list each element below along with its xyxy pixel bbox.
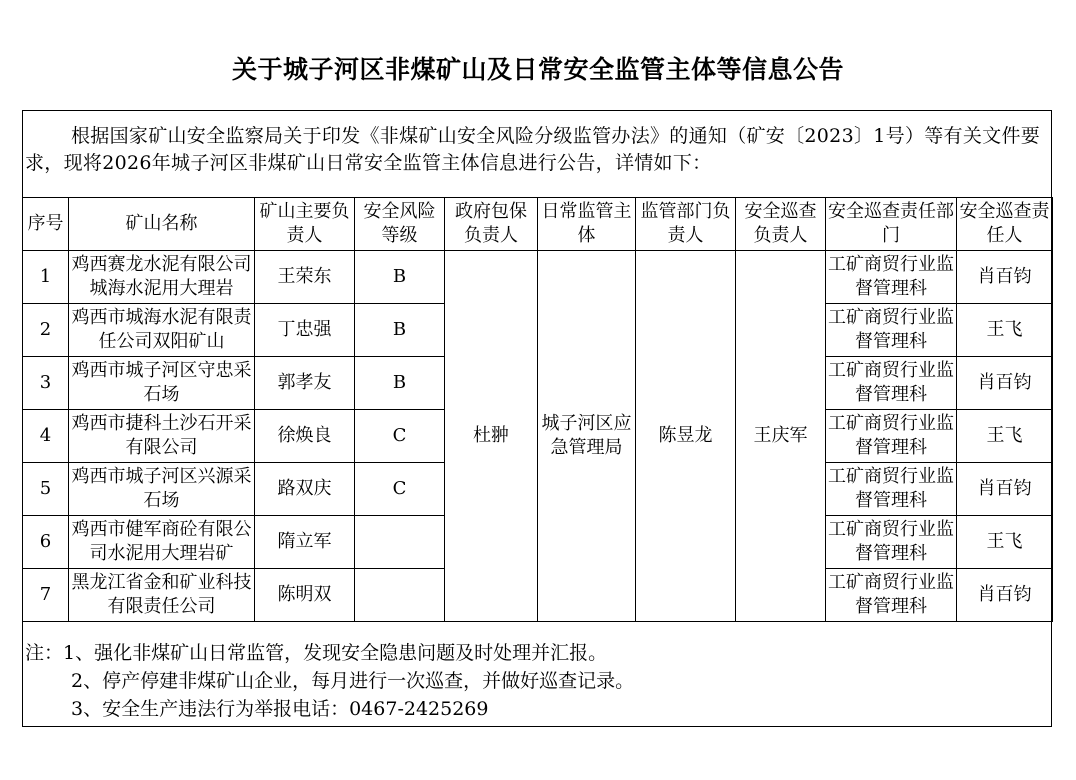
mine-name: 鸡西市城海水泥有限责任公司双阳矿山 bbox=[69, 304, 255, 357]
patrol-dept: 工矿商贸行业监督管理科 bbox=[826, 463, 957, 516]
risk-level: C bbox=[355, 410, 445, 463]
mine-name: 鸡西市捷科土沙石开采有限公司 bbox=[69, 410, 255, 463]
note-line: 3、安全生产违法行为举报电话：0467-2425269 bbox=[71, 698, 489, 720]
notice-sheet bbox=[22, 110, 1052, 727]
row-number: 3 bbox=[23, 357, 69, 410]
patrol-person: 王飞 bbox=[957, 410, 1053, 463]
header-cell: 矿山主要负责人 bbox=[255, 198, 355, 251]
risk-level: B bbox=[355, 251, 445, 304]
header-cell: 矿山名称 bbox=[69, 198, 255, 251]
header-cell: 序号 bbox=[23, 198, 69, 251]
header-cell: 安全巡查责任人 bbox=[957, 198, 1053, 251]
patrol-person: 王飞 bbox=[957, 516, 1053, 569]
mine-name: 鸡西市城子河区守忠采石场 bbox=[69, 357, 255, 410]
header-cell: 政府包保负责人 bbox=[445, 198, 538, 251]
mine-leader: 丁忠强 bbox=[255, 304, 355, 357]
mine-leader: 王荣东 bbox=[255, 251, 355, 304]
header-cell: 安全风险等级 bbox=[355, 198, 445, 251]
row-number: 7 bbox=[23, 569, 69, 622]
notes-section bbox=[23, 629, 1051, 723]
gov-guarantor: 杜翀 bbox=[445, 251, 538, 622]
patrol-head: 王庆军 bbox=[736, 251, 826, 622]
header-cell: 日常监管主体 bbox=[538, 198, 636, 251]
patrol-person: 肖百钧 bbox=[957, 357, 1053, 410]
patrol-dept: 工矿商贸行业监督管理科 bbox=[826, 251, 957, 304]
patrol-dept: 工矿商贸行业监督管理科 bbox=[826, 516, 957, 569]
mine-name: 鸡西赛龙水泥有限公司城海水泥用大理岩 bbox=[69, 251, 255, 304]
mine-name: 黑龙江省金和矿业科技有限责任公司 bbox=[69, 569, 255, 622]
patrol-person: 肖百钧 bbox=[957, 463, 1053, 516]
header-cell: 安全巡查负责人 bbox=[736, 198, 826, 251]
risk-level bbox=[355, 569, 445, 622]
mine-leader: 隋立军 bbox=[255, 516, 355, 569]
mine-leader: 郭孝友 bbox=[255, 357, 355, 410]
daily-supervisor: 城子河区应急管理局 bbox=[538, 251, 636, 622]
mine-name: 鸡西市健军商砼有限公司水泥用大理岩矿 bbox=[69, 516, 255, 569]
risk-level: B bbox=[355, 357, 445, 410]
row-number: 1 bbox=[23, 251, 69, 304]
supervision-table bbox=[22, 197, 1053, 622]
mine-leader: 陈明双 bbox=[255, 569, 355, 622]
row-number: 2 bbox=[23, 304, 69, 357]
note-line: 注：1、强化非煤矿山日常监管，发现安全隐患问题及时处理并汇报。 bbox=[25, 642, 608, 664]
row-number: 4 bbox=[23, 410, 69, 463]
patrol-dept: 工矿商贸行业监督管理科 bbox=[826, 569, 957, 622]
risk-level: C bbox=[355, 463, 445, 516]
patrol-person: 王飞 bbox=[957, 304, 1053, 357]
mine-leader: 路双庆 bbox=[255, 463, 355, 516]
risk-level bbox=[355, 516, 445, 569]
header-cell: 安全巡查责任部门 bbox=[826, 198, 957, 251]
mine-name: 鸡西市城子河区兴源采石场 bbox=[69, 463, 255, 516]
note-line: 2、停产停建非煤矿山企业，每月进行一次巡查，并做好巡查记录。 bbox=[71, 670, 635, 692]
table-header-row bbox=[23, 198, 1053, 251]
dept-head: 陈昱龙 bbox=[636, 251, 736, 622]
patrol-person: 肖百钧 bbox=[957, 251, 1053, 304]
intro-paragraph: 根据国家矿山安全监察局关于印发《非煤矿山安全风险分级监管办法》的通知（矿安〔2023〕1号）等有关文件要求，现将2026年城子河区非煤矿山日常安全监管主体信息进行公告，详情如下： bbox=[25, 125, 1041, 174]
risk-level: B bbox=[355, 304, 445, 357]
patrol-person: 肖百钧 bbox=[957, 569, 1053, 622]
header-cell: 监管部门负责人 bbox=[636, 198, 736, 251]
page-title: 关于城子河区非煤矿山及日常安全监管主体等信息公告 bbox=[231, 55, 844, 84]
mine-leader: 徐焕良 bbox=[255, 410, 355, 463]
row-number: 5 bbox=[23, 463, 69, 516]
patrol-dept: 工矿商贸行业监督管理科 bbox=[826, 410, 957, 463]
patrol-dept: 工矿商贸行业监督管理科 bbox=[826, 357, 957, 410]
row-number: 6 bbox=[23, 516, 69, 569]
patrol-dept: 工矿商贸行业监督管理科 bbox=[826, 304, 957, 357]
table-row bbox=[23, 251, 1053, 304]
